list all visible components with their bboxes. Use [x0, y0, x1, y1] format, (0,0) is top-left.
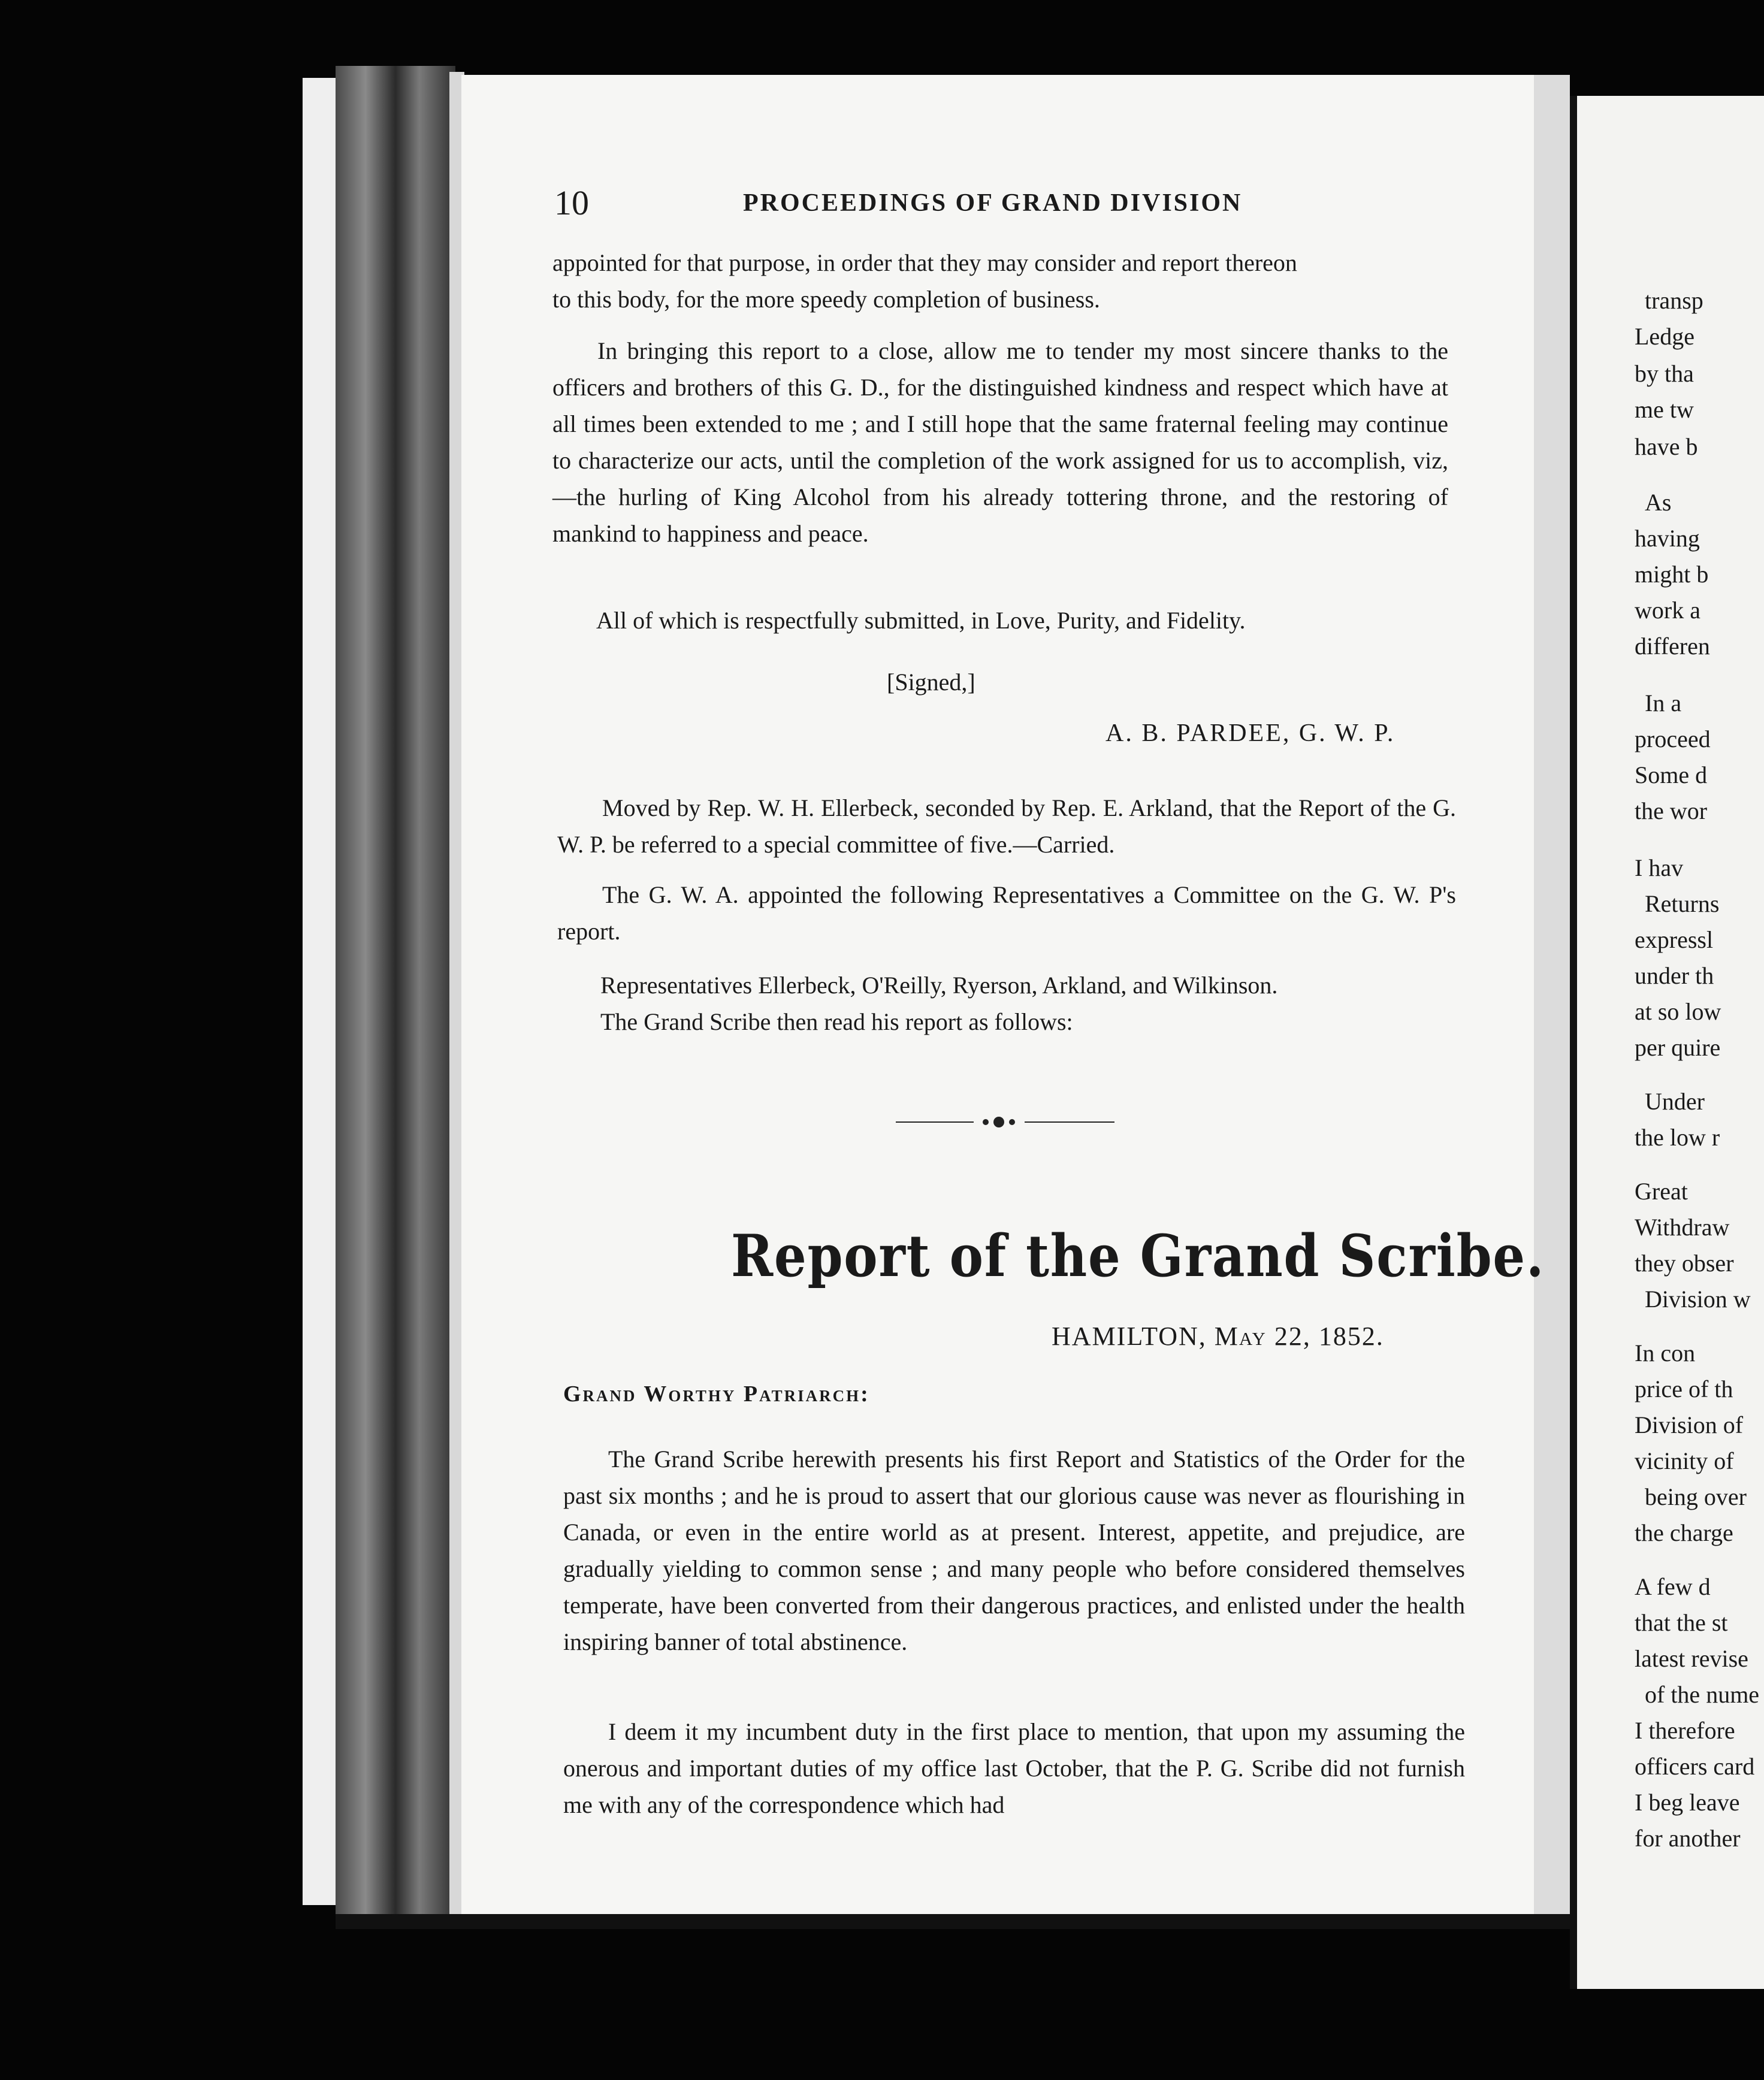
- closing-paragraph: [552, 332, 1448, 552]
- right-page-line-fragment: I hav: [1635, 854, 1684, 881]
- right-page-line-fragment: for another: [1635, 1825, 1741, 1852]
- right-page-line-fragment: differen: [1635, 633, 1710, 660]
- right-page-line-fragment: price of th: [1635, 1375, 1733, 1402]
- committee-text: The G. W. A. appointed the following Representatives a Committee on the G. W. P's report.: [557, 881, 1456, 945]
- right-page-line-fragment: As: [1645, 489, 1672, 516]
- right-page-line-fragment: having: [1635, 525, 1700, 552]
- right-page-line-fragment: being over: [1645, 1483, 1747, 1510]
- submission-line: All of which is respectfully submitted, in Love, Purity, and Fidelity.: [596, 607, 1246, 634]
- right-page-line-fragment: have b: [1635, 433, 1698, 460]
- right-page-line-fragment: at so low: [1635, 998, 1721, 1025]
- dateline-date: May 22, 1852.: [1214, 1322, 1384, 1351]
- report-paragraph-1-text: The Grand Scribe herewith presents his first Report and Statistics of the Order for the past six months ; and he is proud to assert that our glorious cause was never as flourishing in Canada, or even in the entire world as at present. Interest, appetite, and prejudice, are gradually yielding to common sense ; and many people who before considered themselves temperate, have been converted from their dangerous practices, and enlisted under the health inspiring banner of total abstinence.: [563, 1446, 1465, 1655]
- right-page-line-fragment: I therefore: [1635, 1717, 1735, 1744]
- right-page-line-fragment: Returns: [1645, 890, 1720, 917]
- right-page-line-fragment: work a: [1635, 597, 1700, 624]
- report-paragraph-1: [563, 1441, 1465, 1660]
- report-title: Report of the Grand Scribe.: [731, 1222, 1545, 1290]
- dateline: [1052, 1321, 1384, 1352]
- right-page-line-fragment: A few d: [1635, 1573, 1711, 1600]
- members-text: Representatives Ellerbeck, O'Reilly, Ryerson, Arkland, and Wilkinson.: [600, 972, 1278, 999]
- motion-paragraph: [557, 790, 1456, 863]
- right-page-line-fragment: Withdraw: [1635, 1214, 1730, 1241]
- right-page-line-fragment: they obser: [1635, 1250, 1734, 1277]
- salutation: Grand Worthy Patriarch:: [563, 1381, 870, 1407]
- right-page-line-fragment: latest revise: [1635, 1645, 1748, 1672]
- right-page-line-fragment: I beg leave: [1635, 1789, 1740, 1816]
- right-page-line-fragment: proceed: [1635, 725, 1711, 752]
- signature: A. B. PARDEE, G. W. P.: [1105, 719, 1396, 747]
- right-page-line-fragment: Ledge: [1635, 323, 1694, 350]
- members-paragraph: [600, 967, 1469, 1040]
- right-page-line-fragment: In con: [1635, 1340, 1696, 1366]
- right-page-line-fragment: that the st: [1635, 1609, 1728, 1636]
- right-page-line-fragment: might b: [1635, 561, 1709, 588]
- right-page-line-fragment: of the nume: [1645, 1681, 1760, 1708]
- ornament-divider: [896, 1114, 1114, 1130]
- signed-label: [Signed,]: [887, 669, 975, 696]
- report-paragraph-2-text: I deem it my incumbent duty in the first place to mention, that upon my assuming the onerous and important duties of my office last October, that the P. G. Scribe did not furnish me with any of the correspondence which had: [563, 1718, 1465, 1818]
- motion-text: Moved by Rep. W. H. Ellerbeck, seconded by Rep. E. Arkland, that the Report of the G. W. P. be referred to a special committee of five.—Carried.: [557, 794, 1456, 858]
- running-head: PROCEEDINGS OF GRAND DIVISION: [743, 189, 1243, 217]
- right-page-line-fragment: the wor: [1635, 797, 1708, 824]
- right-page-line-fragment: the charge: [1635, 1519, 1733, 1546]
- right-page-line-fragment: per quire: [1635, 1034, 1721, 1061]
- right-page-line-fragment: officers card: [1635, 1753, 1755, 1780]
- right-page-line-fragment: Under: [1645, 1088, 1705, 1115]
- right-page-line-fragment: me tw: [1635, 396, 1694, 423]
- committee-paragraph: [557, 876, 1456, 950]
- right-page-line-fragment: vicinity of: [1635, 1447, 1734, 1474]
- right-page-line-fragment: Division w: [1645, 1286, 1751, 1313]
- continued-line-2: to this body, for the more speedy completion of business.: [552, 286, 1100, 313]
- report-paragraph-2: [563, 1713, 1465, 1823]
- right-page-line-fragment: In a: [1645, 690, 1682, 716]
- right-page-line-fragment: by tha: [1635, 360, 1694, 387]
- continued-paragraph: [552, 244, 1448, 318]
- right-page-line-fragment: the low r: [1635, 1124, 1720, 1151]
- intro-text: The Grand Scribe then read his report as follows:: [600, 1008, 1073, 1035]
- page-number: 10: [554, 183, 589, 222]
- right-page-line-fragment: Some d: [1635, 761, 1708, 788]
- right-page-line-fragment: under th: [1635, 962, 1714, 989]
- continued-line-1: appointed for that purpose, in order that they may consider and report thereon: [552, 249, 1297, 276]
- right-page-line-fragment: Great: [1635, 1178, 1688, 1205]
- right-page-line-fragment: transp: [1645, 287, 1703, 314]
- right-page-line-fragment: expressl: [1635, 926, 1714, 953]
- right-page-line-fragment: Division of: [1635, 1411, 1744, 1438]
- dateline-place: HAMILTON,: [1052, 1322, 1207, 1351]
- closing-paragraph-text: In bringing this report to a close, allow me to tender my most sincere thanks to the officers and brothers of this G. D., for the distinguished kindness and respect which have at all times been extended to me ; and I still hope that the same fraternal feeling may continue to characterize our acts, until the completion of the work assigned for us to accomplish, viz,—the hurling of King Alcohol from his already tottering throne, and the restoring of mankind to happiness and peace.: [552, 337, 1448, 547]
